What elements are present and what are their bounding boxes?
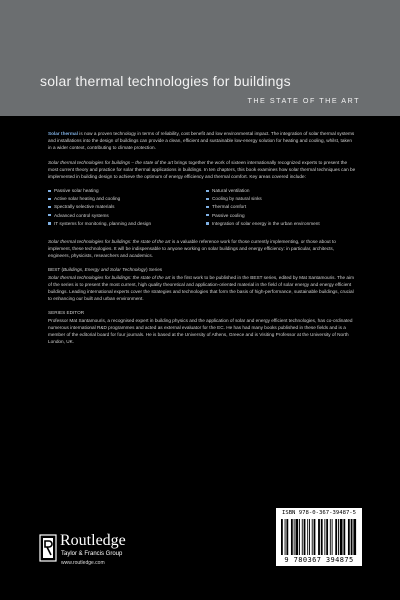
barcode-bar [302, 519, 303, 555]
barcode-bar [295, 519, 298, 555]
series-paragraph [48, 274, 356, 303]
series-book-title: Solar thermal technologies for buildings: the state of the art [48, 274, 171, 280]
key-area-item: Advanced control systems [48, 212, 198, 220]
barcode-bar [326, 519, 328, 555]
barcode-bar [343, 519, 345, 555]
barcode-bar [314, 519, 316, 555]
barcode-bar [304, 519, 306, 555]
barcode-bar [309, 519, 310, 555]
barcode-bar [330, 519, 331, 555]
barcode-bar [312, 519, 313, 555]
key-area-item: Passive cooling [206, 212, 356, 220]
barcode-bars [281, 519, 357, 555]
overview-text: brings together the work of sixteen internationally recognized experts to present the most current theory and practice for solar thermal applications in buildings. In ten chapters, this book examines how solar thermal techniques can be implemented in building design to achieve the optimum of energy efficiency and thermal comfort. Key areas covered include: [48, 159, 356, 180]
barcode-bar [338, 519, 339, 555]
barcode-bar [299, 519, 300, 555]
intro-lead: Solar thermal [48, 131, 78, 136]
book-title: solar thermal technologies for buildings [40, 73, 291, 89]
barcode-bar [351, 519, 353, 555]
barcode-bar [286, 519, 288, 555]
publisher-url[interactable]: www.routledge.com [61, 560, 105, 566]
key-area-item: Thermal comfort [206, 203, 356, 211]
barcode-bar [332, 519, 333, 555]
key-area-item: Active solar heating and cooling [48, 195, 198, 203]
key-area-item: IT systems for monitoring, planning and design [48, 220, 198, 228]
series-heading: BEST (Buildings, Energy and Solar Technology) Series [48, 267, 163, 273]
intro-paragraph [48, 130, 356, 152]
key-areas-right [206, 187, 356, 227]
barcode-bar [318, 519, 320, 555]
editor-heading: SERIES EDITOR [48, 310, 85, 316]
editor-paragraph: Professor Mat Santamouris, a recognised expert in building physics and the application of solar and energy efficient technologies, has co-ordinated numerous international R&D programmes and acted as external evaluator for the EC. He has had many books published in these fields and is a member of the editorial board for four journals. He is based at the University of Athens, Greece and is Visiting Professor at the University of North London, UK. [48, 317, 353, 345]
barcode-bar [291, 519, 293, 555]
intro-text: is now a proven technology in terms of reliability, cost benefit and low environmental impact. The integration of solar thermal systems and installations into the design of buildings can provide a clean, efficient and sustainable low-energy solution for heating and cooling, whilst, taken in a wider context, contributing to climate protection. [48, 131, 355, 151]
barcode-bar [307, 519, 308, 555]
publisher-name: Routledge [60, 532, 126, 549]
barcode-bar [324, 519, 325, 555]
overview-title: Solar thermal technologies for buildings – the state of the art [48, 159, 174, 165]
barcode-bar [348, 519, 350, 555]
reference-title: Solar thermal technologies for buildings: the state of the art [48, 238, 171, 244]
barcode-number: 9 780367 394875 [284, 556, 354, 564]
barcode-bar [340, 519, 343, 555]
barcode-bar [285, 519, 286, 555]
key-area-item: Natural ventilation [206, 187, 356, 195]
overview-paragraph [48, 159, 356, 181]
key-areas-list [48, 187, 356, 227]
key-area-item: Cooling by natural sinks [206, 195, 356, 203]
series-text: is the first work to be published in the BEST series, edited by Mat Santamouris. The aim of the series is to present the most current, high quality theoretical and application-oriented material in the field of solar energy and energy efficient buildings. Leading international experts cover the strategies and technologies that form the basis of high-performance, sustainable buildings, crucial to enhancing our built and urban environment. [48, 274, 354, 302]
key-area-item: Passive solar heating [48, 187, 198, 195]
reference-paragraph [48, 238, 356, 260]
barcode-bar [335, 519, 337, 555]
key-area-item: Integration of solar energy in the urban environment [206, 220, 356, 228]
blurb [48, 130, 356, 352]
barcode-bar [294, 519, 295, 555]
book-subtitle: THE STATE OF THE ART [247, 96, 360, 105]
barcode-bar [321, 519, 323, 555]
barcode-bar [353, 519, 356, 555]
isbn-label: ISBN 978-0-367-39487-5 [281, 510, 357, 516]
publisher-group: Taylor & Francis Group [61, 551, 123, 557]
barcode-bar [281, 519, 283, 555]
reference-text: is a valuable reference work for those currently implementing, or those about to implement, these technologies. It will be indispensable to anyone working on solar buildings and energy efficiency: in particular, architects, engineers, physicists, researchers and academics. [48, 238, 336, 259]
routledge-logo-icon [39, 534, 57, 562]
key-area-item: Spectrally selective materials [48, 203, 198, 211]
key-areas-left [48, 187, 198, 227]
